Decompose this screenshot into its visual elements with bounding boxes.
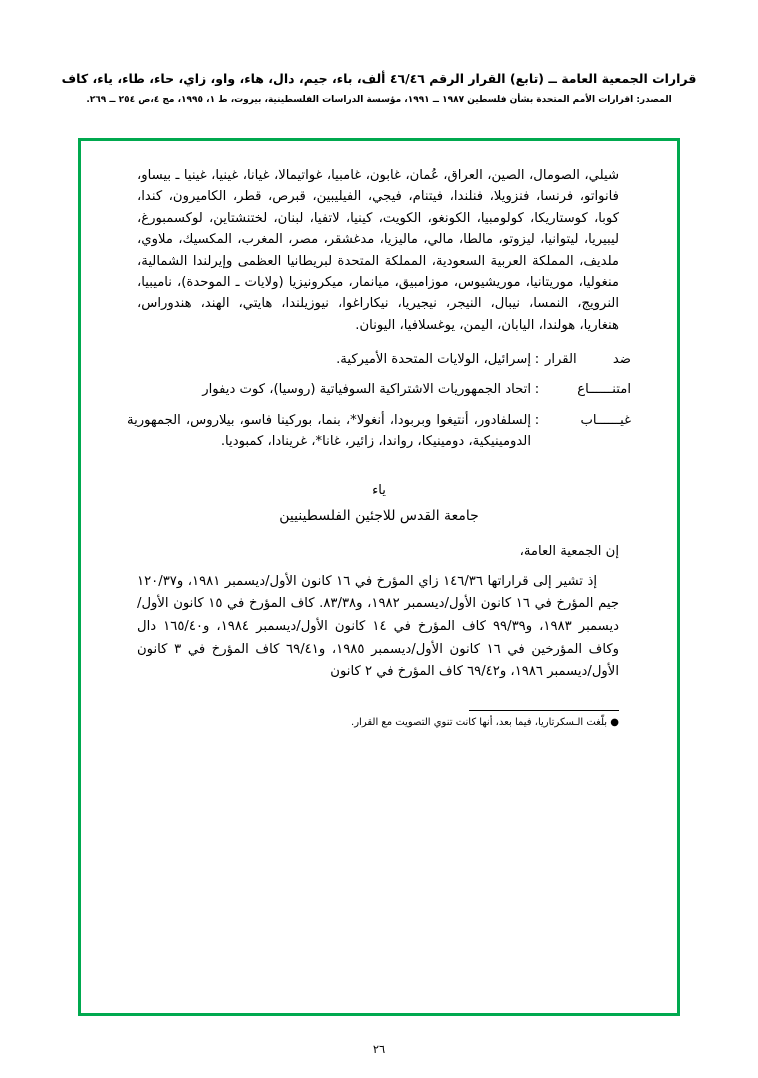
- content-frame-inner: [81, 141, 677, 1013]
- vote-value: اتحاد الجمهوريات الاشتراكية السوفياتية (روسيا)، كوت ديفوار: [202, 382, 531, 398]
- vote-value: إسرائيل، الولايات المتحدة الأميركية.: [336, 352, 531, 367]
- footnote-text: ● بلّغت الـسكرتاريا، فيما بعد، أنها كانت تنوي التصويت مع القرار.: [351, 717, 619, 729]
- footnote-divider: [469, 710, 619, 711]
- vote-colon: :: [534, 352, 540, 367]
- vote-colon: :: [534, 382, 540, 398]
- section-letter: ياء: [372, 482, 386, 498]
- vote-results: [127, 349, 631, 453]
- page-number: ٢٦: [372, 1042, 386, 1056]
- vote-label: امتنــــــاع: [577, 382, 631, 398]
- vote-row: [127, 410, 631, 453]
- content-frame: [78, 138, 680, 1016]
- vote-colon: :: [534, 412, 540, 428]
- section-title: جامعة القدس للاجئين الفلسطينيين: [279, 507, 479, 524]
- country-list-paragraph: شيلي، الصومال، الصين، العراق، عُمان، غابون، غامبيا، غواتيمالا، غيانا، غينيا، غينيا ـ بيساو، فانواتو، فرنسا، فنزويلا، فنلندا، فيتنام، فيجي، الفيليبين، قبرص، قطر، الكاميرون، كندا، كوبا، كوستاريكا، كولومبيا، الكونغو، الكويت، كينيا، لاتفيا، لبنان، لختنشتاين، لوكسمبورغ، ليبيريا، ليتوانيا، ليزوتو، مالطا، مالي، ماليزيا، مدغشقر، مصر، المغرب، المكسيك، ملاوي، ملديف، المملكة العربية السعودية، المملكة المتحدة لبريطانيا العظمى وإيرلندا الشمالية، منغوليا، موريتانيا، موريشيوس، موزامبيق، ميانمار، ميكرونيزيا (ولايات ـ الموحدة)، ناميبيا، النرويج، النمسا، نيبال، النيجر، نيجيريا، نيكاراغوا، نيوزيلندا، هايتي، الهند، هندوراس، هنغاريا، هولندا، اليابان، اليمن، يوغسلافيا، اليونان.: [137, 168, 619, 333]
- header-source: المصدر: اقرارات الأمم المتحدة بشأن فلسطين ١٩٨٧ ــ ١٩٩١، مؤسسة الدراسات الفلسطينية، بيروت، ط ١، ١٩٩٥، مج ٤،ص ٢٥٤ ــ ٢٦٩.: [86, 94, 672, 105]
- page-header: [0, 0, 758, 105]
- vote-row: [127, 349, 631, 370]
- assembly-preamble: إن الجمعية العامة،: [519, 543, 619, 559]
- vote-value: إلسلفادور، أنتيغوا وبربودا، أنغولا*، بنما، بوركينا فاسو، بيلاروس، الجمهورية الدومينيكية، دومينيكا، رواندا، زائير، غانا*، غرينادا، كمبوديا.: [127, 412, 531, 450]
- vote-label: ضد القرار: [545, 352, 631, 367]
- recitals-paragraph: إذ تشير إلى قراراتها ١٤٦/٣٦ زاي المؤرخ في ١٦ كانون الأول/ديسمبر ١٩٨١، و١٢٠/٣٧ جيم المؤرخ في ١٦ كانون الأول/ديسمبر ١٩٨٢، و٨٣/٣٨. كاف المؤرخ في ١٥ كانون الأول/ديسمبر ١٩٨٣، و٩٩/٣٩ كاف المؤرخ في ١٤ كانون الأول/ديسمبر ١٩٨٤، و١٦٥/٤٠ دال وكاف المؤرخين في ١٦ كانون الأول/ديسمبر ١٩٨٥، و٦٩/٤١ كاف المؤرخ في ٣ كانون الأول/ديسمبر ١٩٨٦، و٦٩/٤٢ كاف المؤرخ في ٢ كانون: [137, 573, 619, 680]
- vote-row: [127, 379, 631, 400]
- header-title: قرارات الجمعية العامة ــ (تابع) القرار الرقم ٤٦/٤٦ ألف، باء، جيم، دال، هاء، واو، زاي، حاء، طاء، ياء، كاف: [61, 71, 697, 86]
- vote-label: غيــــــاب: [580, 412, 631, 428]
